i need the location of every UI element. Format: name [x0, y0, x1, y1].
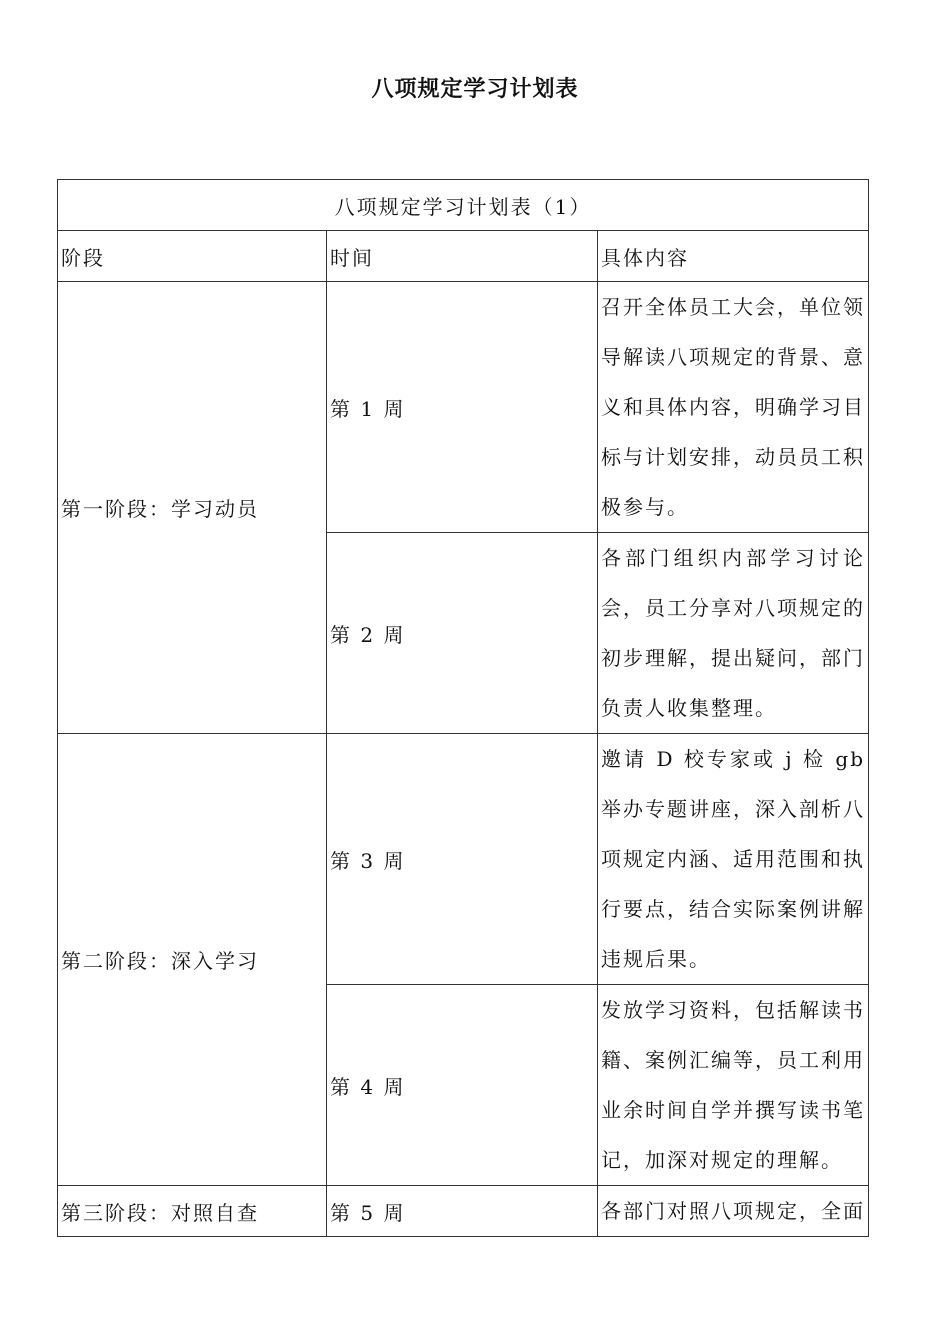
content-cell: 邀请 D 校专家或 j 检 gb 举办专题讲座，深入剖析八项规定内涵、适用范围和执行要点，结合实际案例讲解违规后果。	[598, 734, 869, 985]
stage-cell: 第一阶段：学习动员	[58, 282, 327, 734]
week-cell: 第 1 周	[327, 282, 598, 533]
study-plan-table	[57, 179, 869, 1237]
header-time: 时间	[327, 231, 598, 282]
week-cell: 第 3 周	[327, 734, 598, 985]
header-stage: 阶段	[58, 231, 327, 282]
week-cell: 第 2 周	[327, 533, 598, 734]
week-cell: 第 4 周	[327, 985, 598, 1186]
table-row	[58, 282, 869, 533]
content-cell: 各部门对照八项规定，全面	[598, 1186, 869, 1237]
table-header-row	[58, 231, 869, 282]
stage-cell: 第二阶段：深入学习	[58, 734, 327, 1186]
content-cell: 各部门组织内部学习讨论会，员工分享对八项规定的初步理解，提出疑问，部门负责人收集整理。	[598, 533, 869, 734]
content-cell: 发放学习资料，包括解读书籍、案例汇编等，员工利用业余时间自学并撰写读书笔记，加深对规定的理解。	[598, 985, 869, 1186]
table-caption: 八项规定学习计划表（1）	[58, 180, 869, 231]
header-content: 具体内容	[598, 231, 869, 282]
week-cell: 第 5 周	[327, 1186, 598, 1237]
table-row	[58, 734, 869, 985]
table-row	[58, 1186, 869, 1237]
document-title: 八项规定学习计划表	[371, 77, 579, 102]
table-caption-row	[58, 180, 869, 231]
stage-cell: 第三阶段：对照自查	[58, 1186, 327, 1237]
content-cell: 召开全体员工大会，单位领导解读八项规定的背景、意义和具体内容，明确学习目标与计划安排，动员员工积极参与。	[598, 282, 869, 533]
